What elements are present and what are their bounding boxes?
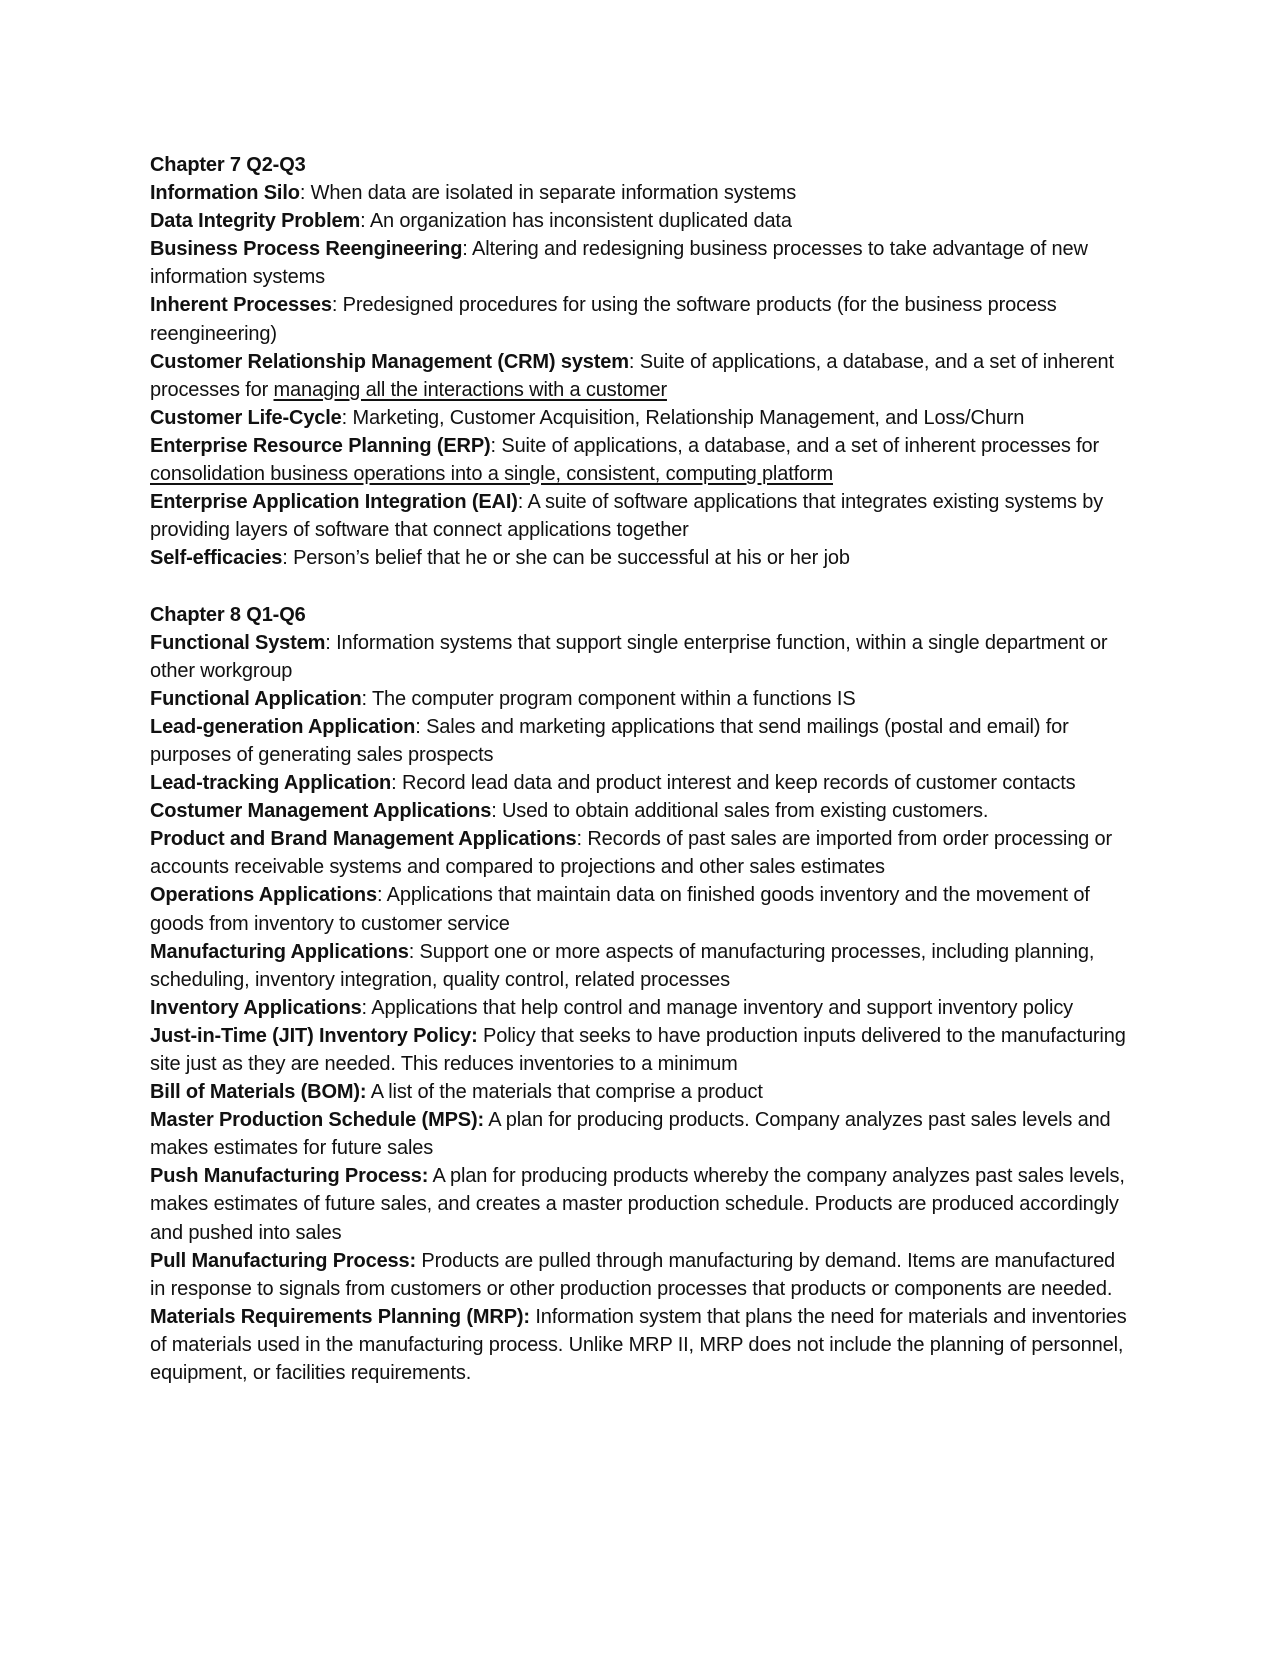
- glossary-entry: [150, 825, 1130, 881]
- glossary-entry: [150, 1162, 1130, 1246]
- section-chapter-8: [150, 601, 1130, 1388]
- entry-definition: An organization has inconsistent duplicated data: [369, 210, 792, 233]
- glossary-entry: [150, 881, 1130, 937]
- entry-definition: A suite of software applications that integrates existing systems by providing layers of software that connect applications together: [150, 491, 1104, 542]
- glossary-entry: [150, 713, 1130, 769]
- glossary-entry: [150, 432, 1130, 488]
- entry-term: Lead-tracking Application: [150, 772, 392, 795]
- entry-separator: :: [517, 491, 528, 514]
- entry-term: Business Process Reengineering: [150, 238, 463, 261]
- entry-definition: Records of past sales are imported from order processing or accounts receivable systems and compared to projections and other sales estimates: [150, 828, 1113, 879]
- entry-term: Master Production Schedule (MPS):: [150, 1109, 484, 1132]
- glossary-entry: [150, 1022, 1130, 1078]
- entry-separator: :: [415, 715, 427, 738]
- glossary-entry: [150, 994, 1130, 1022]
- entry-separator: :: [391, 772, 402, 795]
- entry-term: Customer Life-Cycle: [150, 406, 342, 429]
- glossary-entry: [150, 1078, 1130, 1106]
- entry-term: Information Silo: [150, 182, 300, 205]
- entry-term: Enterprise Resource Planning (ERP): [150, 434, 491, 457]
- entry-separator: :: [341, 406, 353, 429]
- entry-definition: Policy that seeks to have production inputs delivered to the manufacturing site just as they are needed. This reduces inventories to a minimum: [150, 1024, 1126, 1075]
- entry-definition: The computer program component within a functions IS: [371, 687, 856, 710]
- entry-definition-underlined: managing all the interactions with a customer: [273, 378, 667, 401]
- entry-term: Functional Application: [150, 687, 362, 710]
- entry-term: Product and Brand Management Applications: [150, 828, 577, 851]
- glossary-entry: [150, 544, 1130, 572]
- entry-definition: Marketing, Customer Acquisition, Relationship Management, and Loss/Churn: [352, 406, 1025, 429]
- glossary-entry: [150, 235, 1130, 291]
- glossary-entry: [150, 1303, 1130, 1387]
- glossary-entry: [150, 348, 1130, 404]
- entry-term: Costumer Management Applications: [150, 800, 492, 823]
- entry-term: Inherent Processes: [150, 294, 332, 317]
- entry-definition: Altering and redesigning business processes to take advantage of new information systems: [150, 238, 1088, 289]
- entry-term: Inventory Applications: [150, 996, 362, 1019]
- entry-definition: When data are isolated in separate information systems: [310, 182, 797, 205]
- entry-term: Customer Relationship Management (CRM) system: [150, 350, 629, 373]
- glossary-entry: [150, 1247, 1130, 1303]
- entry-definition: Products are pulled through manufacturing by demand. Items are manufactured in response to signals from customers or other production processes that products or components are needed.: [150, 1249, 1116, 1300]
- entry-definition: Applications that help control and manage inventory and support inventory policy: [371, 996, 1074, 1019]
- section-heading: Chapter 7 Q2-Q3: [150, 154, 306, 176]
- entry-term: Push Manufacturing Process:: [150, 1165, 429, 1188]
- entry-definition: A plan for producing products. Company analyzes past sales levels and makes estimates for future sales: [150, 1109, 1111, 1160]
- entry-separator: :: [361, 687, 372, 710]
- entry-separator: :: [361, 996, 372, 1019]
- entry-term: Data Integrity Problem: [150, 210, 361, 233]
- entry-definition: Suite of applications, a database, and a set of inherent processes for: [501, 434, 1100, 457]
- entry-definition: Information system that plans the need for materials and inventories of materials used in the manufacturing process. Unlike MRP II, MRP does not include the planning of personnel, equipment, or facilities requirements.: [150, 1305, 1127, 1385]
- entry-separator: :: [576, 828, 588, 851]
- glossary-entry: [150, 404, 1130, 432]
- entry-separator: :: [628, 350, 640, 373]
- glossary-entry: [150, 797, 1130, 825]
- entry-separator: :: [282, 547, 294, 570]
- glossary-entry: [150, 629, 1130, 685]
- entry-term: Materials Requirements Planning (MRP):: [150, 1305, 530, 1328]
- entry-term: Self-efficacies: [150, 547, 283, 570]
- glossary-entry: [150, 488, 1130, 544]
- entry-separator: :: [491, 800, 503, 823]
- entry-separator: :: [490, 434, 502, 457]
- glossary-entry: [150, 1106, 1130, 1162]
- entry-definition: Information systems that support single enterprise function, within a single department or other workgroup: [150, 631, 1108, 682]
- entry-separator: :: [331, 294, 343, 317]
- entry-term: Operations Applications: [150, 884, 377, 907]
- entry-separator: :: [408, 940, 420, 963]
- entry-term: Just-in-Time (JIT) Inventory Policy:: [150, 1024, 478, 1047]
- entry-definition: Support one or more aspects of manufacturing processes, including planning, scheduling, inventory integration, quality control, related processes: [150, 940, 1095, 991]
- entry-separator: :: [462, 238, 473, 261]
- entry-definition: A plan for producing products whereby the company analyzes past sales levels, makes estimates of future sales, and creates a master production schedule. Products are produced accordingly and pushed into sales: [150, 1165, 1125, 1244]
- entry-term: Pull Manufacturing Process:: [150, 1249, 416, 1272]
- entry-definition: Used to obtain additional sales from existing customers.: [502, 800, 989, 823]
- entry-definition: Suite of applications, a database, and a set of inherent processes for: [150, 350, 1114, 401]
- glossary-entry: [150, 769, 1130, 797]
- entry-term: Lead-generation Application: [150, 715, 416, 738]
- glossary-entry: [150, 291, 1130, 347]
- entry-separator: :: [376, 884, 387, 907]
- entry-definition-underlined: consolidation business operations into a single, consistent, computing platform: [150, 463, 833, 486]
- entry-term: Manufacturing Applications: [150, 940, 409, 963]
- entry-definition: A list of the materials that comprise a product: [370, 1081, 763, 1104]
- section-chapter-7: [150, 151, 1130, 572]
- document-page: [150, 151, 1130, 1387]
- glossary-entry: [150, 179, 1130, 207]
- entry-definition: Person’s belief that he or she can be successful at his or her job: [293, 547, 850, 570]
- entry-definition: Applications that maintain data on finished goods inventory and the movement of goods from inventory to customer service: [150, 884, 1090, 935]
- entry-definition: Sales and marketing applications that send mailings (postal and email) for purposes of generating sales prospects: [150, 715, 1069, 766]
- glossary-entry: [150, 938, 1130, 994]
- section-heading: Chapter 8 Q1-Q6: [150, 603, 306, 626]
- entry-separator: :: [360, 210, 370, 233]
- entry-term: Bill of Materials (BOM):: [150, 1081, 367, 1104]
- glossary-entry: [150, 685, 1130, 713]
- entry-definition: Predesigned procedures for using the software products (for the business process reengineering): [150, 294, 1057, 345]
- entry-definition: Record lead data and product interest and keep records of customer contacts: [401, 772, 1076, 795]
- entry-separator: :: [299, 182, 311, 205]
- entry-term: Enterprise Application Integration (EAI): [150, 491, 518, 514]
- entry-separator: :: [325, 631, 337, 654]
- entry-term: Functional System: [150, 631, 326, 654]
- glossary-entry: [150, 207, 1130, 235]
